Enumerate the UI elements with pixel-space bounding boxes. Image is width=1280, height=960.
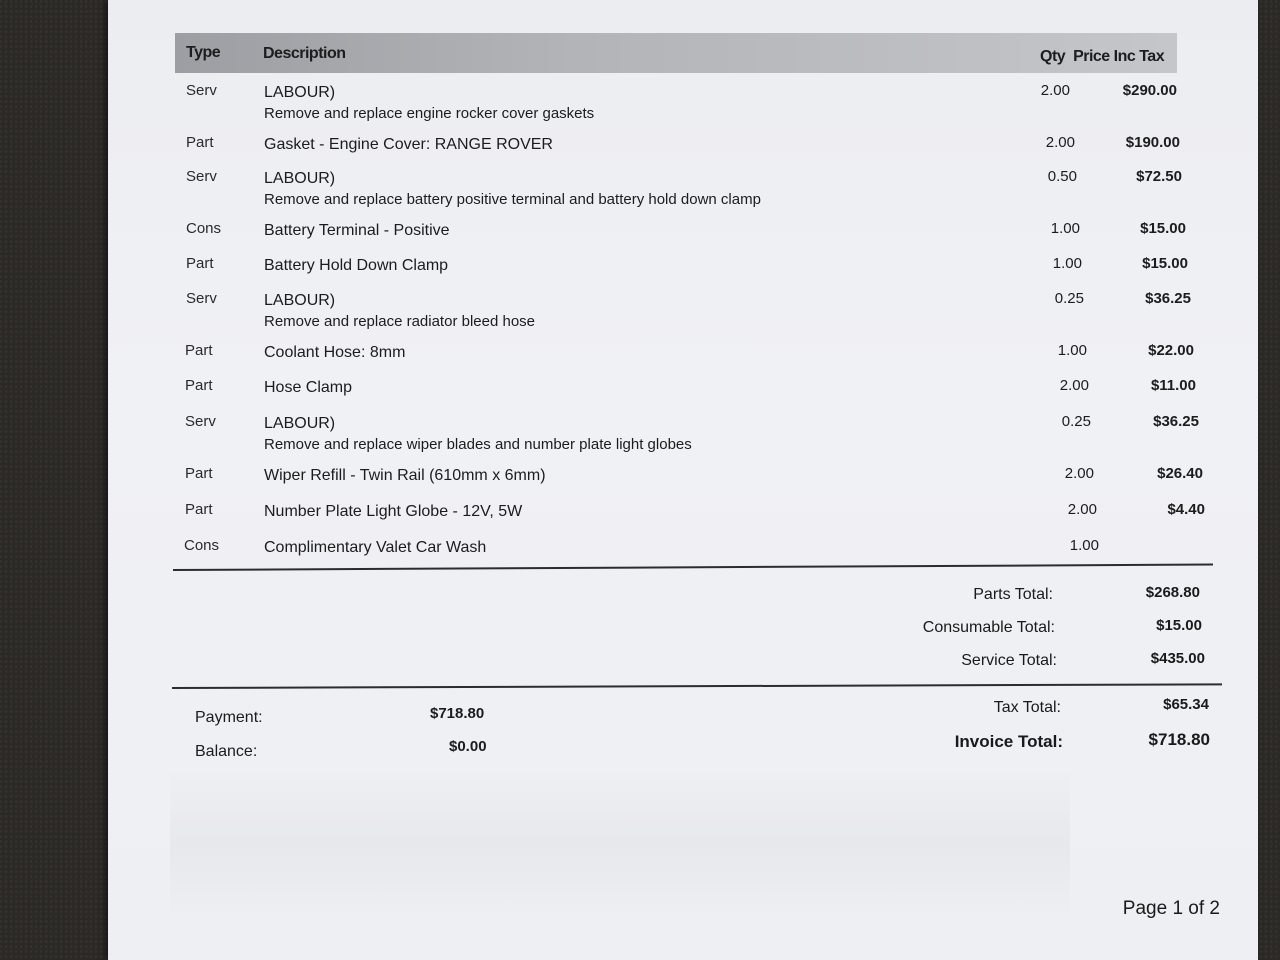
row-description: Gasket - Engine Cover: RANGE ROVER: [264, 136, 553, 153]
balance-label: Balance:: [195, 743, 258, 760]
payment-label: Payment:: [195, 709, 263, 726]
header-qty-price: Qty Price Inc Tax: [1040, 48, 1165, 65]
parts-total-value: $268.80: [1145, 584, 1200, 601]
row-price: $72.50: [1136, 168, 1182, 185]
row-price: $190.00: [1125, 134, 1180, 151]
row-description: LABOUR): [264, 170, 336, 187]
row-type: Serv: [186, 168, 217, 185]
row-description: LABOUR): [264, 415, 336, 432]
faded-bank-details: [170, 770, 1070, 920]
row-type: Part: [186, 134, 214, 151]
row-price: $11.00: [1150, 377, 1196, 394]
row-description: Coolant Hose: 8mm: [264, 344, 406, 361]
invoice-total-value: $718.80: [1148, 730, 1210, 749]
row-price: $15.00: [1140, 220, 1186, 237]
row-description: Wiper Refill - Twin Rail (610mm x 6mm): [264, 467, 546, 484]
row-qty: 1.00: [1057, 342, 1087, 359]
row-type: Serv: [186, 290, 217, 307]
row-description: LABOUR): [264, 292, 336, 309]
row-qty: 0.25: [1054, 290, 1084, 307]
parts-total-label: Parts Total:: [973, 586, 1053, 603]
row-description: Hose Clamp: [264, 379, 353, 396]
payment-value: $718.80: [430, 705, 485, 722]
row-type: Part: [185, 377, 213, 394]
row-description: LABOUR): [264, 84, 336, 101]
tax-total-label: Tax Total:: [993, 699, 1061, 716]
row-type: Cons: [184, 537, 220, 554]
row-type: Cons: [186, 220, 222, 237]
row-qty: 2.00: [1059, 377, 1089, 394]
row-type: Part: [186, 255, 214, 272]
row-qty: 2.00: [1040, 82, 1070, 99]
row-description-detail: Remove and replace battery positive terminal and battery hold down clamp: [264, 191, 761, 208]
row-qty: 1.00: [1050, 220, 1080, 237]
row-price: $4.40: [1167, 501, 1205, 518]
row-description: Complimentary Valet Car Wash: [264, 539, 487, 556]
consumable-total-label: Consumable Total:: [922, 619, 1055, 636]
header-type: Type: [186, 44, 221, 61]
row-type: Part: [185, 465, 213, 482]
row-description: Number Plate Light Globe - 12V, 5W: [264, 503, 523, 520]
row-qty: 2.00: [1064, 465, 1094, 482]
page-number: Page 1 of 2: [1122, 898, 1220, 919]
row-price: $290.00: [1122, 82, 1177, 99]
row-description-detail: Remove and replace radiator bleed hose: [264, 313, 536, 330]
balance-value: $0.00: [449, 738, 487, 755]
consumable-total-value: $15.00: [1156, 617, 1202, 634]
row-price: $26.40: [1157, 465, 1203, 482]
row-description: Battery Hold Down Clamp: [264, 257, 449, 274]
row-qty: 1.00: [1052, 255, 1082, 272]
invoice-total-label: Invoice Total:: [954, 732, 1063, 751]
row-price: $15.00: [1142, 255, 1188, 272]
row-type: Part: [185, 342, 213, 359]
row-qty: 2.00: [1067, 501, 1097, 518]
service-total-label: Service Total:: [961, 652, 1057, 669]
service-total-value: $435.00: [1150, 650, 1205, 667]
row-price: $22.00: [1148, 342, 1194, 359]
row-qty: 2.00: [1045, 134, 1075, 151]
row-type: Part: [185, 501, 213, 518]
row-description-detail: Remove and replace wiper blades and number plate light globes: [264, 436, 692, 453]
header-description: Description: [263, 45, 346, 62]
row-type: Serv: [185, 413, 216, 430]
row-price: $36.25: [1145, 290, 1191, 307]
row-qty: 0.25: [1061, 413, 1091, 430]
row-price: $36.25: [1153, 413, 1199, 430]
row-description: Battery Terminal - Positive: [264, 222, 450, 239]
row-type: Serv: [186, 82, 217, 99]
tax-total-value: $65.34: [1163, 696, 1209, 713]
row-description-detail: Remove and replace engine rocker cover gaskets: [264, 105, 595, 122]
row-qty: 0.50: [1047, 168, 1077, 185]
row-qty: 1.00: [1069, 537, 1099, 554]
